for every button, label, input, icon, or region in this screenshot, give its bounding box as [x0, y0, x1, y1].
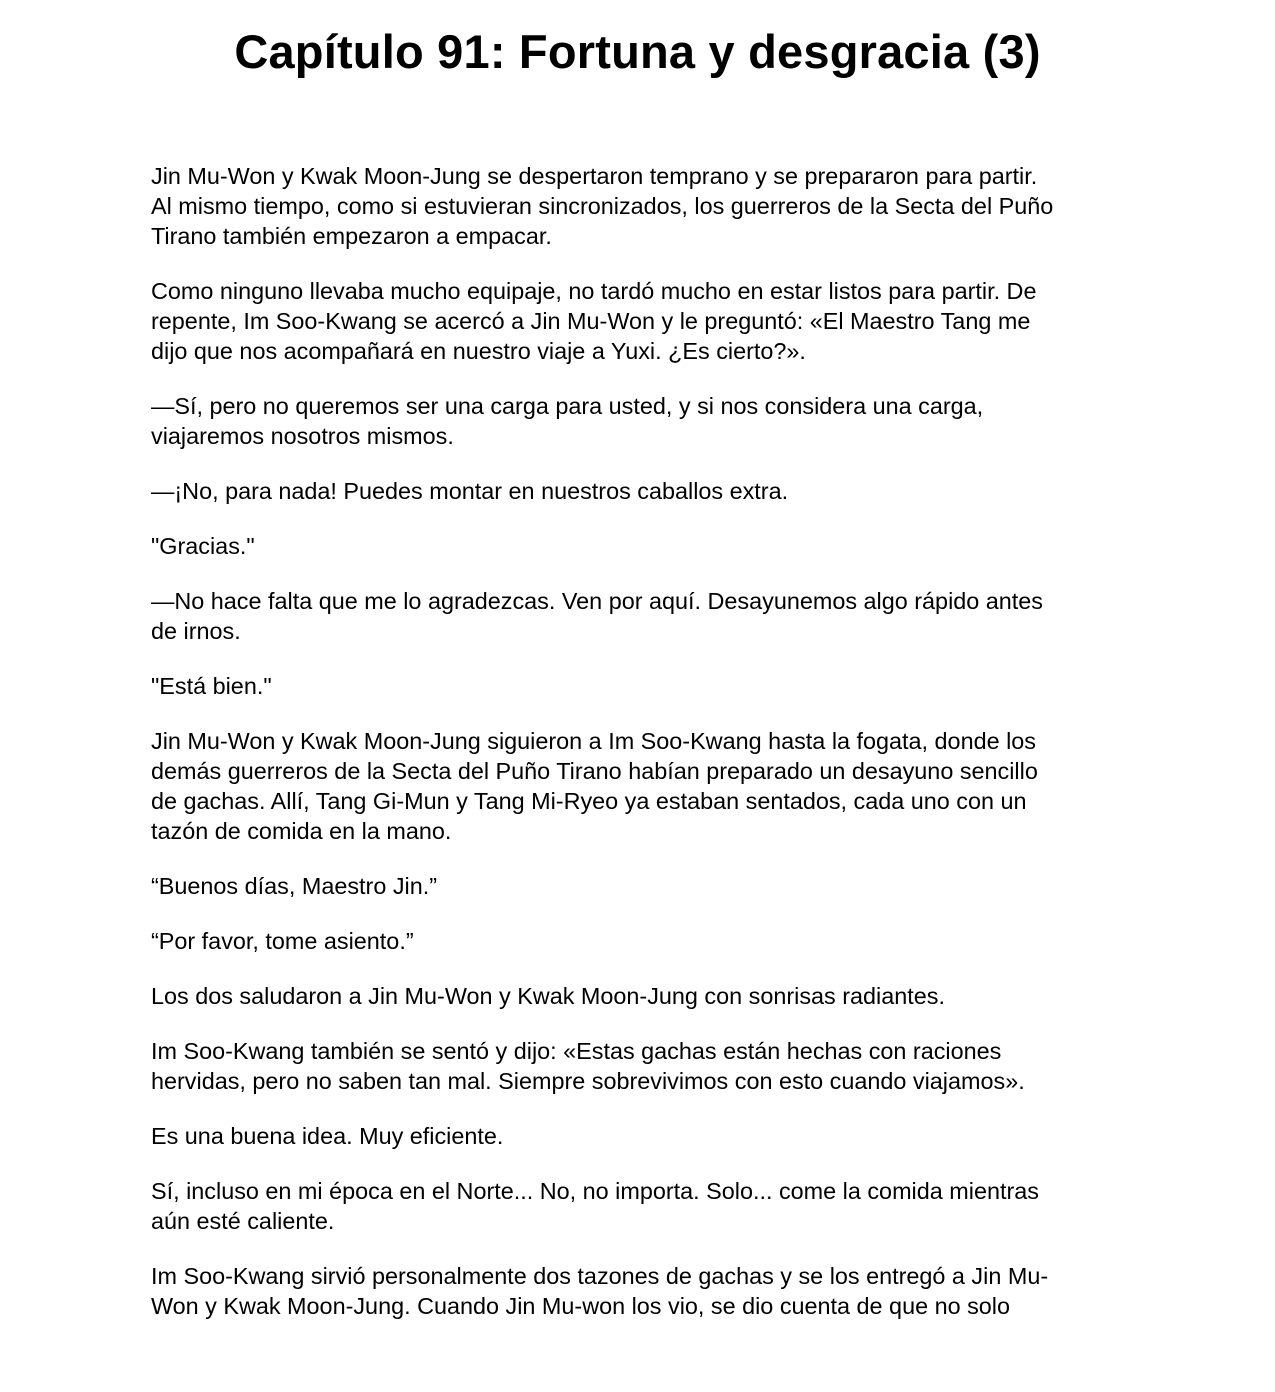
paragraph-line: —¡No, para nada! Puedes montar en nuestros caballos extra.: [151, 478, 789, 504]
paragraph-line: hervidas, pero no saben tan mal. Siempre sobrevivimos con esto cuando viajamos».: [151, 1068, 1025, 1094]
paragraph: [151, 1036, 1126, 1096]
paragraph-line: Jin Mu-Won y Kwak Moon-Jung siguieron a Im Soo-Kwang hasta la fogata, donde los: [151, 728, 1036, 754]
paragraph-line: "Está bien.": [151, 673, 272, 699]
paragraph-line: Como ninguno llevaba mucho equipaje, no tardó mucho en estar listos para partir. De: [151, 278, 1037, 304]
paragraph: [151, 926, 1126, 956]
paragraph-line: repente, Im Soo-Kwang se acercó a Jin Mu-Won y le preguntó: «El Maestro Tang me: [151, 308, 1031, 334]
paragraph: [151, 1261, 1126, 1321]
paragraph-line: tazón de comida en la mano.: [151, 818, 452, 844]
paragraph-line: Es una buena idea. Muy eficiente.: [151, 1123, 504, 1149]
paragraph-line: aún esté caliente.: [151, 1208, 335, 1234]
paragraph-line: Im Soo-Kwang sirvió personalmente dos tazones de gachas y se los entregó a Jin Mu-: [151, 1263, 1049, 1289]
paragraph-line: de irnos.: [151, 618, 241, 644]
paragraph: [151, 531, 1126, 561]
paragraph-line: Jin Mu-Won y Kwak Moon-Jung se despertaron temprano y se prepararon para partir.: [151, 163, 1038, 189]
paragraph-line: demás guerreros de la Secta del Puño Tirano habían preparado un desayuno sencillo: [151, 758, 1038, 784]
paragraph-line: Los dos saludaron a Jin Mu-Won y Kwak Moon-Jung con sonrisas radiantes.: [151, 983, 945, 1009]
paragraph-line: Tirano también empezaron a empacar.: [151, 223, 552, 249]
chapter-body: [151, 161, 1126, 1346]
paragraph-line: “Por favor, tome asiento.”: [151, 928, 414, 954]
paragraph-line: Im Soo-Kwang también se sentó y dijo: «Estas gachas están hechas con raciones: [151, 1038, 1002, 1064]
paragraph: [151, 671, 1126, 701]
paragraph-line: —Sí, pero no queremos ser una carga para usted, y si nos considera una carga,: [151, 393, 984, 419]
paragraph: [151, 476, 1126, 506]
paragraph-line: —No hace falta que me lo agradezcas. Ven por aquí. Desayunemos algo rápido antes: [151, 588, 1043, 614]
paragraph-line: "Gracias.": [151, 533, 255, 559]
chapter-title: Capítulo 91: Fortuna y desgracia (3): [234, 25, 1041, 78]
paragraph-line: viajaremos nosotros mismos.: [151, 423, 454, 449]
paragraph-line: Won y Kwak Moon-Jung. Cuando Jin Mu-won los vio, se dio cuenta de que no solo: [151, 1293, 1011, 1319]
paragraph: [151, 981, 1126, 1011]
paragraph: [151, 391, 1126, 451]
paragraph: [151, 161, 1126, 251]
paragraph: [151, 726, 1126, 846]
paragraph-line: “Buenos días, Maestro Jin.”: [151, 873, 438, 899]
paragraph: [151, 586, 1126, 646]
paragraph-line: dijo que nos acompañará en nuestro viaje a Yuxi. ¿Es cierto?».: [151, 338, 806, 364]
paragraph-line: de gachas. Allí, Tang Gi-Mun y Tang Mi-Ryeo ya estaban sentados, cada uno con un: [151, 788, 1027, 814]
paragraph: [151, 871, 1126, 901]
paragraph-line: Al mismo tiempo, como si estuvieran sincronizados, los guerreros de la Secta del Puño: [151, 193, 1054, 219]
paragraph: [151, 1176, 1126, 1236]
paragraph: [151, 276, 1126, 366]
paragraph: [151, 1121, 1126, 1151]
paragraph-line: Sí, incluso en mi época en el Norte... No, no importa. Solo... come la comida mientras: [151, 1178, 1039, 1204]
